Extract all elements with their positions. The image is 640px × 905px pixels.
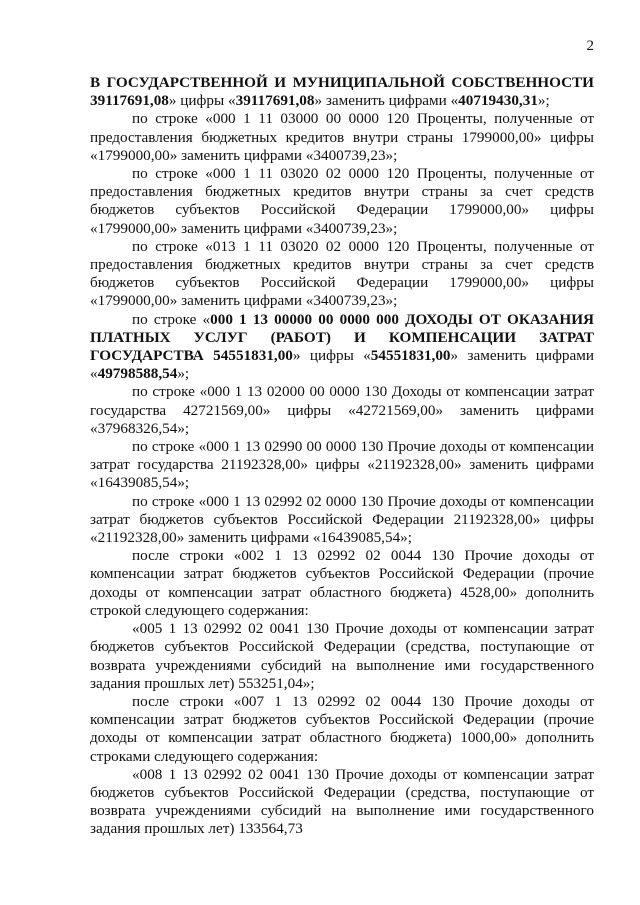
paragraph xyxy=(90,766,594,839)
text-segment: по строке « xyxy=(132,310,211,328)
text-segment: » заменить цифрами « xyxy=(90,347,594,383)
text-segment: по строке «000 1 13 02990 00 0000 130 Прочие доходы от компенсации затрат государства 21192328,00» цифры «21192328,00» заменить цифрами «16439085,54»; xyxy=(90,438,594,492)
bold-text: 000 1 13 00000 00 0000 000 ДОХОДЫ ОТ ОКАЗАНИЯ ПЛАТНЫХ УСЛУГ (РАБОТ) И КОМПЕНСАЦИИ ЗАТРАТ ГОСУДАРСТВА 54551831,00 xyxy=(90,310,594,365)
text-segment: после строки «007 1 13 02992 02 0044 130 Прочие доходы от компенсации затрат бюджетов субъектов Российской Федерации (прочие доходы от компенсации затрат областного бюджета) 1000,00» дополнить строками следующего содержания: xyxy=(90,692,594,765)
text-segment: «005 1 13 02992 02 0041 130 Прочие доходы от компенсации затрат бюджетов субъектов Российской Федерации (средства, поступающие от возврата учреждениями субсидий на выполнение ими государственного задания прошлых лет) 553251,04»; xyxy=(90,620,594,692)
bold-text: 49798588,54 xyxy=(97,365,178,383)
text-segment: после строки «002 1 13 02992 02 0044 130 Прочие доходы от компенсации затрат бюджетов субъектов Российской Федерации (прочие доходы от компенсации затрат областного бюджета) 4528,00» дополнить строкой следующего содержания: xyxy=(90,547,594,619)
paragraph xyxy=(90,693,594,766)
paragraph xyxy=(90,547,594,620)
text-segment: » цифры « xyxy=(168,92,236,110)
bold-text: 54551831,00 xyxy=(370,347,451,365)
paragraph xyxy=(90,438,594,493)
text-segment: » цифры « xyxy=(292,347,371,365)
bold-text: В ГОСУДАРСТВЕННОЙ И МУНИЦИПАЛЬНОЙ СОБСТВЕННОСТИ 39117691,08 xyxy=(90,74,594,110)
bold-text: 39117691,08 xyxy=(235,92,315,110)
paragraph xyxy=(90,110,594,165)
text-segment: »; xyxy=(177,365,190,383)
paragraph xyxy=(90,493,594,548)
document-body xyxy=(90,74,594,839)
text-segment: » заменить цифрами « xyxy=(314,92,459,110)
text-segment: по строке «013 1 11 03020 02 0000 120 Проценты, полученные от предоставления бюджетных кредитов внутри страны за счет средств бюджетов субъектов Российской Федерации 1799000,00» цифры «1799000,00» заменить цифрами «3400739,23»; xyxy=(90,237,594,310)
paragraph xyxy=(90,620,594,693)
paragraph xyxy=(90,238,594,311)
text-segment: по строке «000 1 11 03020 02 0000 120 Проценты, полученные от предоставления бюджетных кредитов внутри страны за счет средств бюджетов субъектов Российской Федерации 1799000,00» цифры «1799000,00» заменить цифрами «3400739,23»; xyxy=(90,165,594,237)
text-segment: по строке «000 1 13 02000 00 0000 130 Доходы от компенсации затрат государства 42721569,00» цифры «42721569,00» заменить цифрами «37968326,54»; xyxy=(90,383,594,437)
paragraph xyxy=(90,383,594,438)
text-segment: по строке «000 1 13 02992 02 0000 130 Прочие доходы от компенсации затрат бюджетов субъектов Российской Федерации 21192328,00» цифры «21192328,00» заменить цифрами «16439085,54»; xyxy=(90,492,594,547)
text-segment: по строке «000 1 11 03000 00 0000 120 Проценты, полученные от предоставления бюджетных кредитов внутри страны 1799000,00» цифры «1799000,00» заменить цифрами «3400739,23»; xyxy=(90,110,594,164)
paragraph xyxy=(90,74,594,110)
text-segment: »; xyxy=(537,92,550,110)
paragraph xyxy=(90,165,594,238)
page-number: 2 xyxy=(586,38,594,54)
bold-text: 40719430,31 xyxy=(458,92,538,110)
text-segment: «008 1 13 02992 02 0041 130 Прочие доходы от компенсации затрат бюджетов субъектов Российской Федерации (средства, поступающие от возврата учреждениями субсидий на выполнение ими государственного задания прошлых лет) 133564,73 xyxy=(90,765,594,838)
paragraph xyxy=(90,311,594,384)
